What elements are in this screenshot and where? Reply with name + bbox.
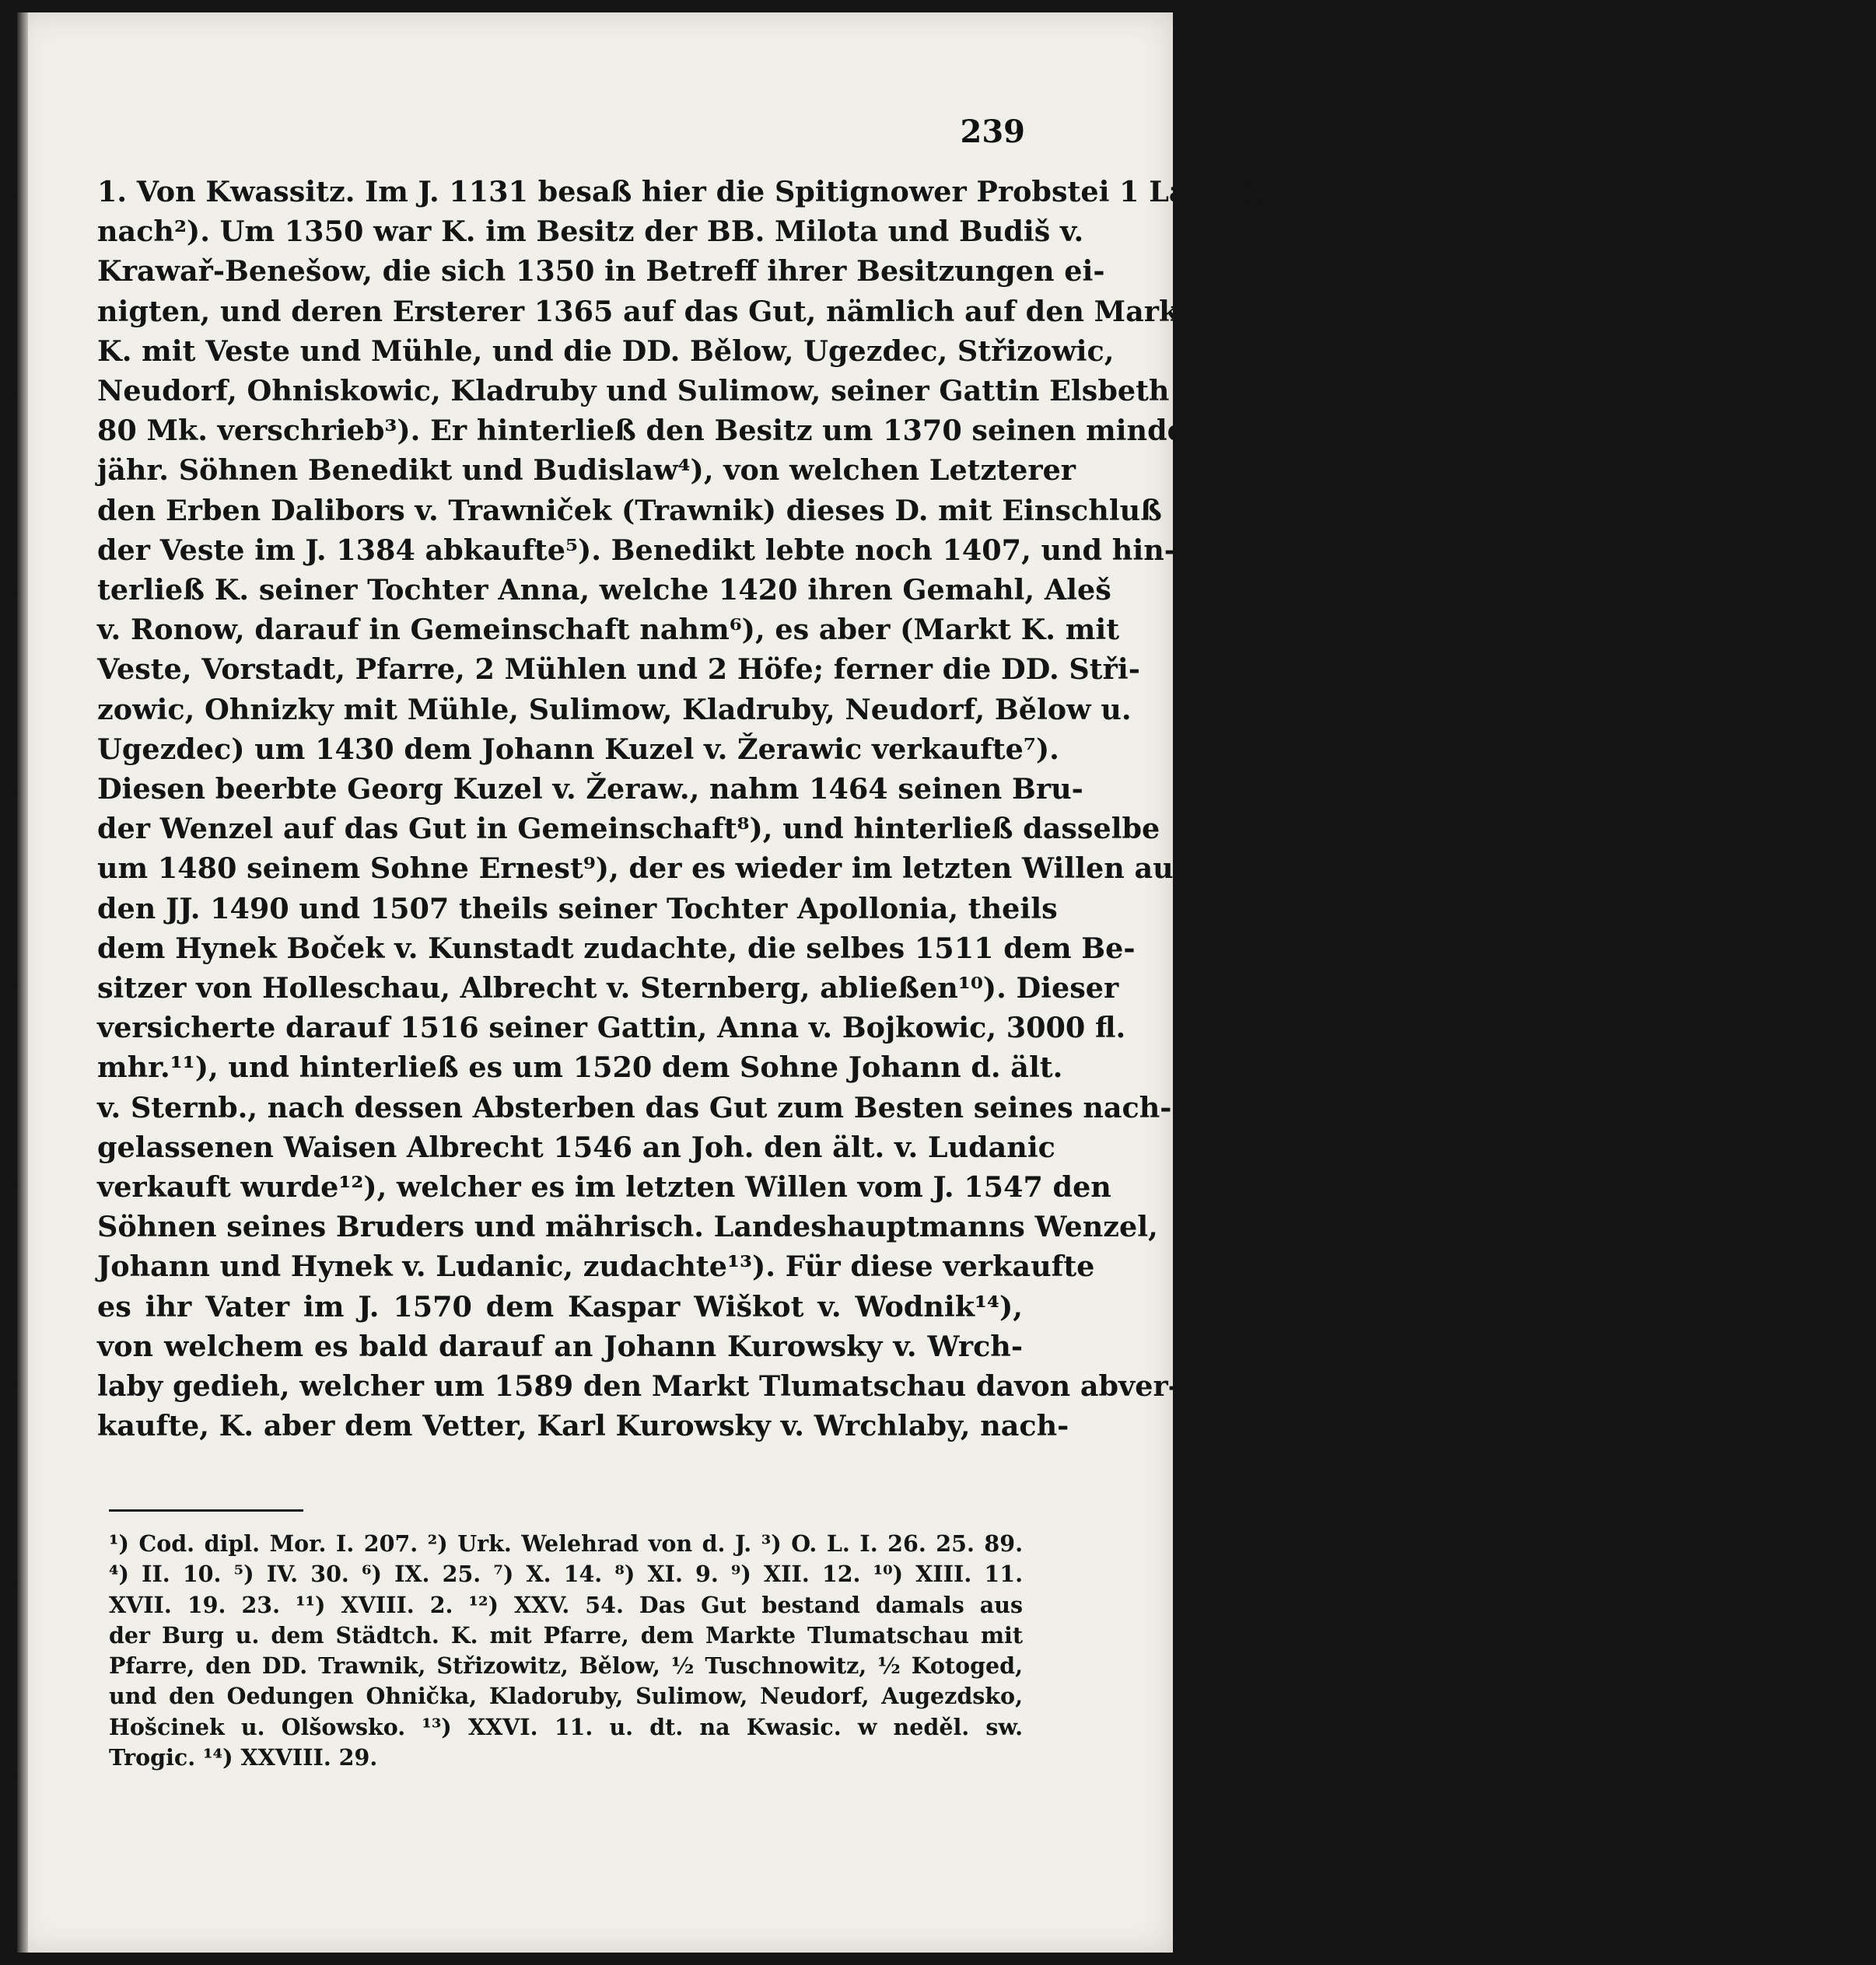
text-line: mhr.¹¹), und hinterließ es um 1520 dem Sohne Johann d. ält. bbox=[97, 1051, 1063, 1085]
text-line: Veste, Vorstadt, Pfarre, 2 Mühlen und 2 Höfe; ferner die DD. Stři- bbox=[97, 652, 1140, 687]
text-line: K. mit Veste und Mühle, und die DD. Bělow, Ugezdec, Střizowic, bbox=[97, 334, 1115, 368]
footnote-line: der Burg u. dem Städtch. K. mit Pfarre, dem Markte Tlumatschau mit bbox=[109, 1621, 1023, 1649]
text-line: dem Hynek Boček v. Kunstadt zudachte, die selbes 1511 dem Be- bbox=[97, 931, 1136, 965]
text-line: jähr. Söhnen Benedikt und Budislaw⁴), von welchen Letzterer bbox=[97, 453, 1076, 488]
text-line: terließ K. seiner Tochter Anna, welche 1420 ihren Gemahl, Aleš bbox=[97, 573, 1111, 607]
text-line: Söhnen seines Bruders und mährisch. Landeshauptmanns Wenzel, bbox=[97, 1210, 1158, 1244]
text-line: zowic, Ohnizky mit Mühle, Sulimow, Kladruby, Neudorf, Bělow u. bbox=[97, 692, 1132, 726]
text-line: 1. Von Kwassitz. Im J. 1131 besaß hier die Spitignower Probstei 1 Lahn¹), und 1248 nennt sich ein Andreas dar- bbox=[97, 175, 1876, 208]
text-line: 80 Mk. verschrieb³). Er hinterließ den Besitz um 1370 seinen minder- bbox=[97, 414, 1213, 448]
text-line: von welchem es bald darauf an Johann Kurowsky v. Wrch- bbox=[97, 1329, 1023, 1363]
footnote-line: Pfarre, den DD. Trawnik, Střizowitz, Bělow, ½ Tuschnowitz, ½ Kotoged, und den Oedungen Ohnička, Kladoruby, Sulimow, Neudorf, Augezdsko, Hošcinek u. Olšowsko. ¹³) XXVI. 11. u. dt. na Kwasic. w neděl. sw. bbox=[109, 1652, 1023, 1740]
text-line: den Erben Dalibors v. Trawniček (Trawnik) dieses D. mit Einschluß bbox=[97, 493, 1162, 527]
footnote-line: XVII. 19. 23. ¹¹) XVIII. 2. ¹²) XXV. 54. Das Gut bestand damals aus bbox=[109, 1591, 1023, 1618]
text-line: es ihr Vater im J. 1570 dem Kaspar Wiškot v. Wodnik¹⁴), bbox=[97, 1289, 1023, 1323]
text-line: laby gedieh, welcher um 1589 den Markt Tlumatschau davon abver- bbox=[97, 1369, 1180, 1404]
book-page bbox=[17, 12, 1876, 1953]
book-spine-shadow bbox=[17, 12, 28, 1953]
text-line: v. Sternb., nach dessen Absterben das Gut zum Besten seines nach- bbox=[97, 1090, 1172, 1124]
footnote-line: Trogic. ¹⁴) XXVIII. 29. bbox=[109, 1744, 378, 1771]
text-line: Johann und Hynek v. Ludanic, zudachte¹³). Für diese verkaufte bbox=[97, 1250, 1095, 1284]
text-line: gelassenen Waisen Albrecht 1546 an Joh. den ält. v. Ludanic bbox=[97, 1130, 1055, 1164]
main-text bbox=[97, 172, 1876, 1446]
footnote-divider bbox=[109, 1509, 303, 1512]
text-line: v. Ronow, darauf in Gemeinschaft nahm⁶), es aber (Markt K. mit bbox=[97, 613, 1120, 647]
footnotes bbox=[109, 1529, 1023, 1773]
text-line: kaufte, K. aber dem Vetter, Karl Kurowsky v. Wrchlaby, nach- bbox=[97, 1409, 1069, 1443]
text-line: der Wenzel auf das Gut in Gemeinschaft⁸), und hinterließ dasselbe bbox=[97, 812, 1160, 846]
text-line: Diesen beerbte Georg Kuzel v. Žeraw., nahm 1464 seinen Bru- bbox=[97, 772, 1083, 806]
text-line: Krawař-Benešow, die sich 1350 in Betreff ihrer Besitzungen ei- bbox=[97, 254, 1105, 288]
text-line: der Veste im J. 1384 abkaufte⁵). Benedikt lebte noch 1407, und hin- bbox=[97, 533, 1176, 567]
text-line: nach²). Um 1350 war K. im Besitz der BB. Milota und Budiš v. bbox=[97, 215, 1084, 249]
text-line: den JJ. 1490 und 1507 theils seiner Tochter Apollonia, theils bbox=[97, 891, 1058, 925]
text-line: verkauft wurde¹²), welcher es im letzten Willen vom J. 1547 den bbox=[97, 1170, 1111, 1205]
text-line: sitzer von Holleschau, Albrecht v. Sternberg, abließen¹⁰). Dieser bbox=[97, 971, 1119, 1005]
text-line: nigten, und deren Ersterer 1365 auf das Gut, nämlich auf den Markt bbox=[97, 294, 1192, 328]
footnote-line: ⁴) II. 10. ⁵) IV. 30. ⁶) IX. 25. ⁷) X. 14. ⁸) XI. 9. ⁹) XII. 12. ¹⁰) XIII. 11. bbox=[109, 1561, 1023, 1588]
footnote-line: ¹) Cod. dipl. Mor. I. 207. ²) Urk. Welehrad von d. J. ³) O. L. I. 26. 25. 89. bbox=[109, 1530, 1023, 1557]
text-line: versicherte darauf 1516 seiner Gattin, Anna v. Bojkowic, 3000 fl. bbox=[97, 1011, 1126, 1045]
page-number: 239 bbox=[960, 114, 1025, 150]
text-line: Neudorf, Ohniskowic, Kladruby und Sulimow, seiner Gattin Elsbeth bbox=[97, 374, 1170, 408]
text-line: Ugezdec) um 1430 dem Johann Kuzel v. Žerawic verkaufte⁷). bbox=[97, 732, 1059, 766]
text-line: um 1480 seinem Sohne Ernest⁹), der es wieder im letzten Willen aus bbox=[97, 851, 1190, 886]
